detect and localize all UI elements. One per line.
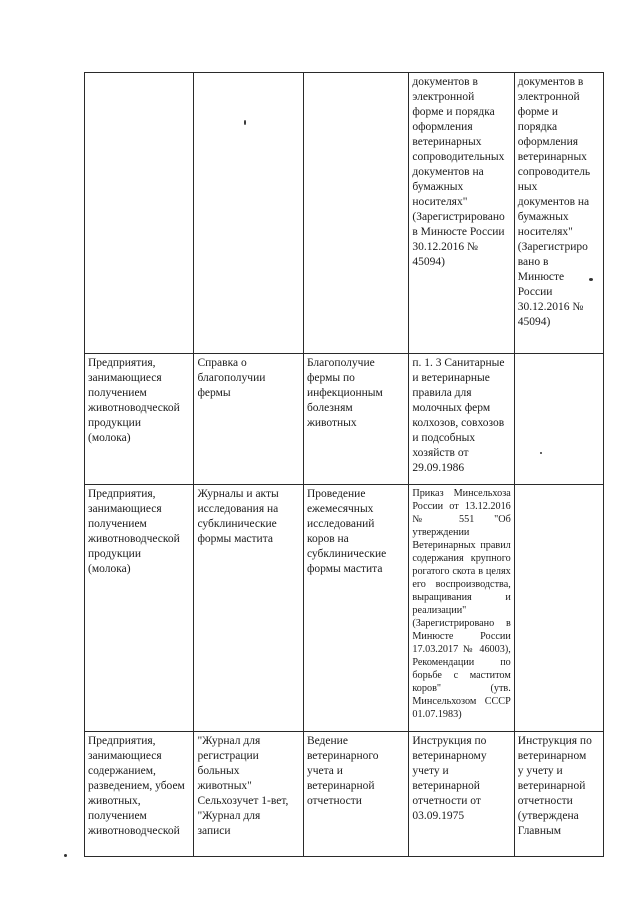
cell-text: Справка о благополучии фермы: [197, 357, 266, 399]
table-cell: [409, 485, 514, 732]
table-cell: [303, 485, 408, 732]
scan-speck: [540, 452, 542, 454]
table-cell: [85, 485, 194, 732]
scan-speck: [589, 278, 593, 281]
cell-text: документов в электронной форме и порядка оформления ветеринарных сопроводительных документов на бумажных носителях" (Зарегистрировано в Минюсте России 30.12.2016 № 45094): [412, 76, 505, 268]
table-row: [85, 485, 604, 732]
table-cell: [409, 354, 514, 485]
table-cell: [194, 73, 303, 354]
cell-text: Инструкция по ветеринарному учету и ветеринарной отчетности от 03.09.1975: [412, 735, 487, 822]
table-cell: [85, 354, 194, 485]
cell-text: Предприятия, занимающиеся содержанием, разведением, убоем животных, получением животноводческой: [88, 735, 185, 837]
table-cell: [409, 732, 514, 857]
table-cell: [303, 73, 408, 354]
table-cell: [85, 732, 194, 857]
table-cell: [303, 732, 408, 857]
table-cell: [85, 73, 194, 354]
table-cell: [514, 485, 603, 732]
table-cell: [409, 73, 514, 354]
table-cell: [514, 354, 603, 485]
scan-speck: [64, 854, 67, 857]
table-cell: [194, 732, 303, 857]
cell-text: Предприятия, занимающиеся получением животноводческой продукции (молока): [88, 488, 180, 575]
cell-text: Проведение ежемесячных исследований коров на субклинические формы мастита: [306, 488, 387, 575]
cell-text: Благополучие фермы по инфекционным болезням животных: [306, 357, 383, 429]
cell-text: Инструкция по ветеринарном у учету и ветеринарной отчетности (утверждена Главным: [517, 735, 592, 837]
cell-text: Ведение ветеринарного учета и ветеринарной отчетности: [306, 735, 379, 807]
table-cell: [514, 73, 603, 354]
table-row: [85, 73, 604, 354]
table-cell: [303, 354, 408, 485]
table-cell: [194, 354, 303, 485]
cell-text: п. 1. 3 Санитарные и ветеринарные правила для молочных ферм колхозов, совхозов и подсобных хозяйств от 29.09.1986: [412, 357, 505, 474]
cell-text: Приказ Минсельхоза России от 13.12.2016 № 551 "Об утверждении Ветеринарных правил содержания крупного рогатого скота в целях его воспроизводства, выращивания и реализации" (Зарегистрировано в Минюсте России 17.03.2017 № 46003), Рекомендации по борьбе с маститом коров" (утв. Минсельхозом СССР 01.07.1983): [412, 488, 511, 720]
table-cell: [194, 485, 303, 732]
table-row: [85, 732, 604, 857]
scan-speck: [244, 120, 246, 125]
table-cell: [514, 732, 603, 857]
table-row: [85, 354, 604, 485]
requirements-table: [84, 72, 604, 857]
cell-text: Журналы и акты исследования на субклинические формы мастита: [197, 488, 279, 545]
cell-text: документов в электронной форме и порядка оформления ветеринарных сопроводитель ных документов на бумажных носителях" (Зарегистриро вано в Минюсте России 30.12.2016 № 45094): [517, 76, 591, 328]
cell-text: "Журнал для регистрации больных животных" Сельхозучет 1-вет, "Журнал для записи: [197, 735, 289, 837]
cell-text: Предприятия, занимающиеся получением животноводческой продукции (молока): [88, 357, 180, 444]
